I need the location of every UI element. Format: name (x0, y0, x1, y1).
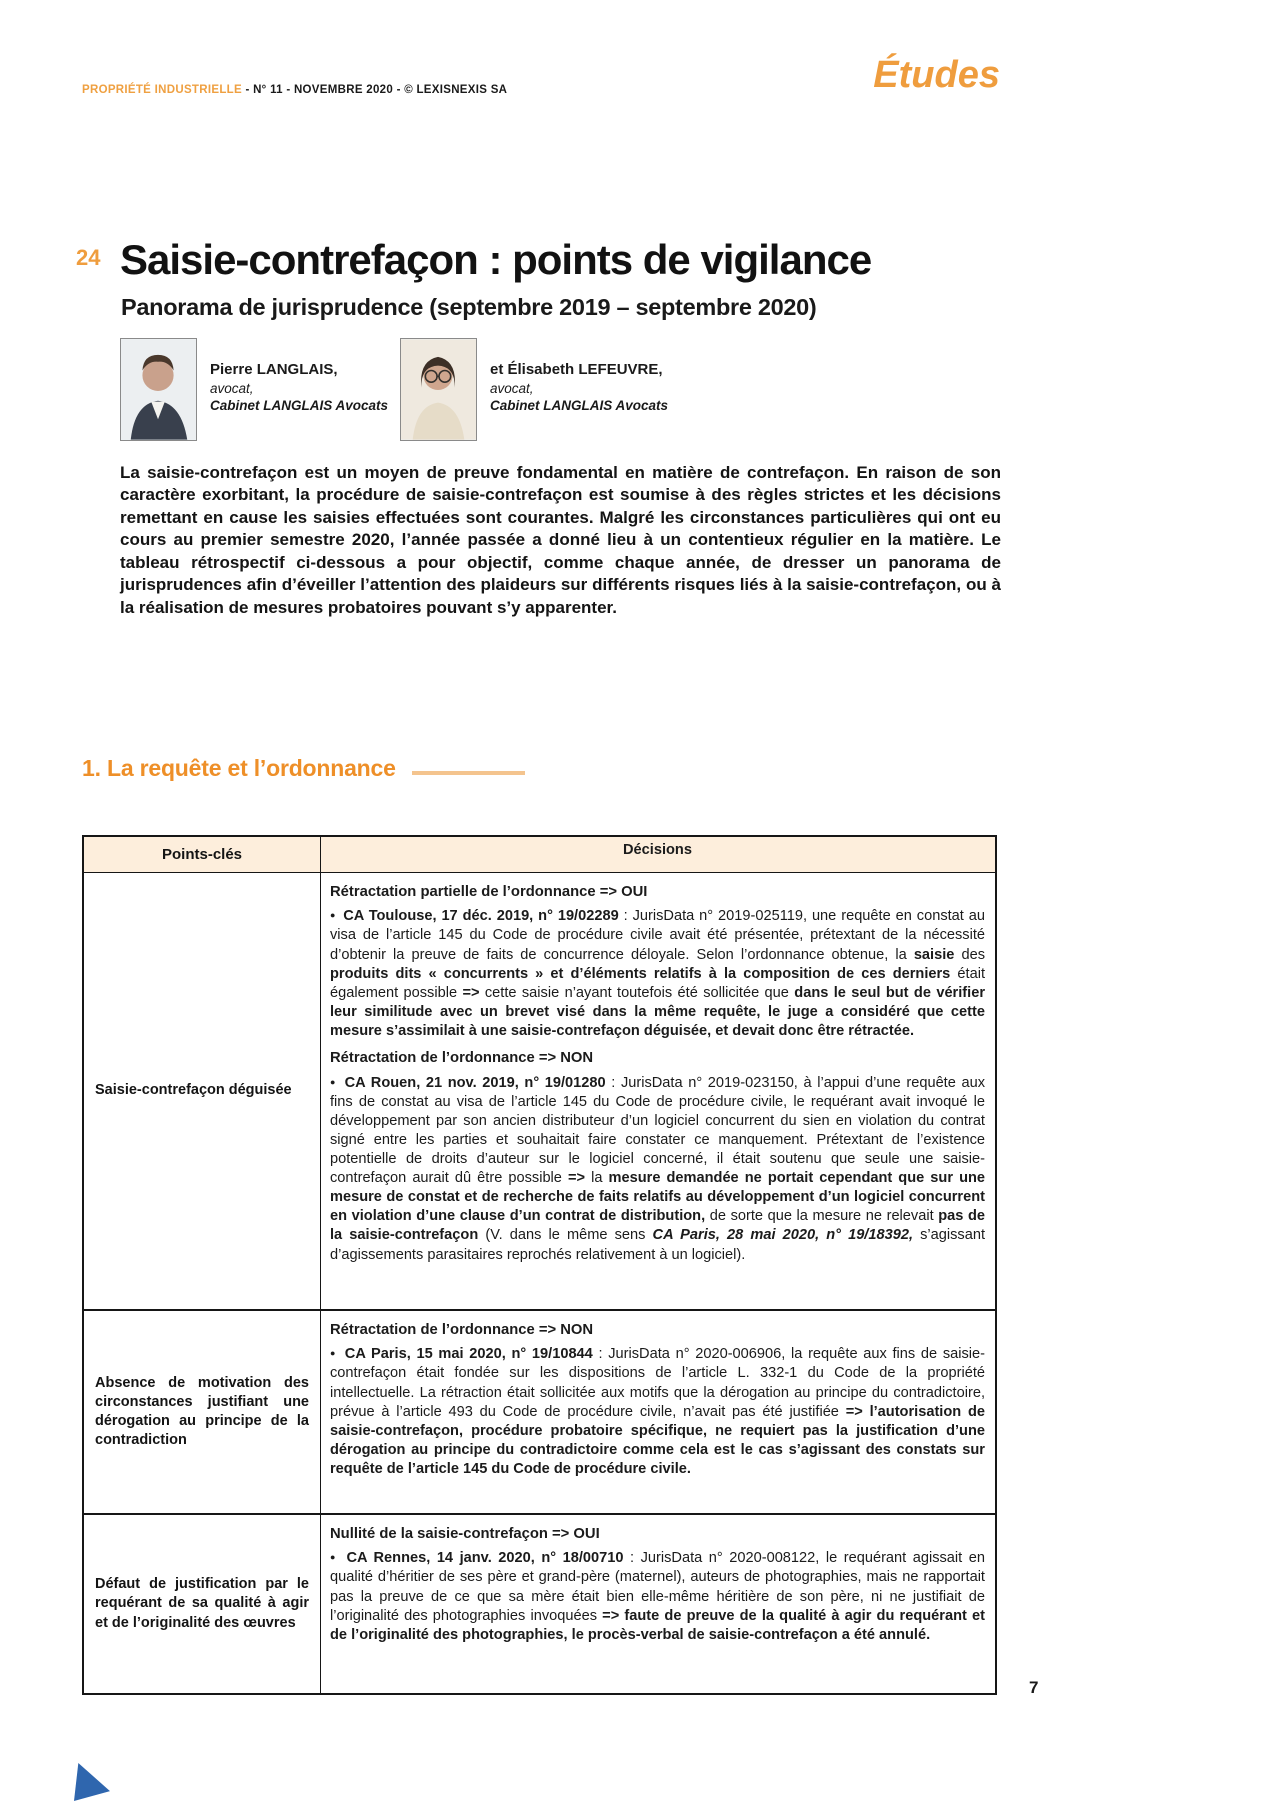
column-header-decisions: Décisions (623, 842, 692, 859)
person-icon (121, 339, 196, 440)
key-cell (84, 873, 321, 1309)
text-segment: Rétractation de l’ordonnance => NON (330, 1322, 594, 1338)
table-row (84, 1311, 995, 1515)
article-title: Saisie-contrefaçon : points de vigilance (120, 236, 872, 283)
text-segment: => (567, 1170, 586, 1187)
author-name: et Élisabeth LEFEUVRE, (490, 361, 663, 378)
text-segment: saisie (913, 946, 955, 963)
decision-item (330, 907, 985, 1041)
text-segment (863, 1404, 870, 1420)
text-segment: CA Paris, 28 mai 2020, n° 19/18392, (652, 1227, 913, 1244)
column-header-points-cles: Points-clés (84, 837, 321, 872)
text-segment: CA Rouen, 21 nov. 2019, n° 19/01280 (344, 1074, 606, 1091)
bullet-icon: ● (330, 1076, 338, 1087)
bullet-icon: ● (330, 910, 337, 921)
decision-heading (330, 1049, 985, 1068)
decision-item (330, 1074, 985, 1265)
author-role: avocat, (210, 380, 254, 396)
article-subtitle: Panorama de jurisprudence (septembre 2019 – septembre 2020) (121, 294, 817, 320)
text-segment: CA Paris, 15 mai 2020, n° 19/10844 (344, 1346, 593, 1363)
text-segment: Nullité de la saisie-contrefaçon => OUI (330, 1526, 600, 1542)
text-segment: produits dits « concurrents » et d’éléments relatifs à la composition de ces derniers (330, 965, 951, 982)
text-segment: cette saisie n’ayant toutefois été sollicitée que (479, 984, 795, 1001)
section-label-etudes: Études (873, 54, 1000, 96)
text-segment: dans le seul but de vérifier leur similitude avec un brevet visé dans la même requête, le juge a considéré que cette mesure s’assimilait à une saisie-contrefaçon déguisée, et devait donc être rétractée. (330, 984, 986, 1040)
text-segment: la (585, 1170, 609, 1187)
text-segment: Rétractation partielle de l’ordonnance => OUI (330, 884, 648, 900)
jurisprudence-table (82, 835, 997, 1695)
text-segment: : JurisData n° 2020-008122, le requérant agissait en qualité d’héritier de ses père et grand-père (maternel), auteurs de photographies, mais ne rapportait pas la preuve de ce que sa mère était bien elle-même héritière de son père, ni ne justifiait de l’originalité des photographies invoquées (330, 1550, 985, 1624)
author-text (490, 338, 668, 415)
decision-heading (330, 1525, 985, 1544)
page-corner-mark (74, 1763, 110, 1801)
text-segment: CA Rennes, 14 janv. 2020, n° 18/00710 (346, 1550, 624, 1567)
decisions-cell (321, 1311, 995, 1513)
bullet-icon: ● (330, 1552, 338, 1563)
table-header-row (84, 837, 995, 873)
key-label: Absence de motivation des circonstances justifiant une dérogation au principe de la contradiction (95, 1374, 309, 1449)
author-pierre-langlais (120, 338, 388, 441)
bullet-icon: ● (330, 1348, 338, 1359)
text-segment: était également possible (330, 965, 985, 1001)
page-number: 7 (1029, 1678, 1039, 1697)
key-label: Défaut de justification par le requérant de sa qualité à agir et de l’originalité des œuvres (95, 1576, 309, 1631)
decision-item (330, 1345, 985, 1479)
person-icon (401, 339, 476, 440)
text-segment: mesure demandée ne portait cependant que sur une mesure de constat et de recherche de faits relatifs au développement d’un logiciel concurrent en violation d’une clause d’un contrat de distribution, (330, 1170, 986, 1225)
key-label: Saisie-contrefaçon déguisée (95, 1082, 292, 1099)
text-segment: Rétractation de l’ordonnance => NON (330, 1050, 594, 1067)
key-cell (84, 1515, 321, 1693)
issue-info: - N° 11 - NOVEMBRE 2020 - © LEXISNEXIS SA (241, 84, 508, 96)
section-title: 1. La requête et l’ordonnance (82, 755, 396, 781)
text-segment: CA Toulouse, 17 déc. 2019, n° 19/02289 (343, 908, 619, 925)
text-segment: : JurisData n° 2019-025119, une requête en constat au visa de l’article 145 du Code de procédure civile avait été présentée, prétextant de la nécessité d’obtenir la preuve de faits de concurrence déloyale. Selon l’ordonnance obtenue, la (330, 908, 985, 963)
article-abstract: La saisie-contrefaçon est un moyen de preuve fondamental en matière de contrefaçon. En raison de son caractère exorbitant, la procédure de saisie-contrefaçon est soumise à des règles strictes et les décisions remettant en cause les saisies effectuées sont courantes. Malgré les circonstances particulières qui ont eu cours au premier semestre 2020, l’année passée a donné lieu à un contentieux régulier en la matière. Le tableau rétrospectif ci-dessous a pour objectif, comme chaque année, de dresser un panorama de jurisprudences afin d’éveiller l’attention des plaideurs sur différents risques liés à la saisie-contrefaçon, ou à la réalisation de mesures probatoires pouvant s’y apparenter. (120, 463, 1001, 617)
author-firm: Cabinet LANGLAIS Avocats (490, 398, 669, 414)
key-cell (84, 1311, 321, 1513)
text-segment: de sorte que la mesure ne relevait (705, 1208, 939, 1225)
authors-block (120, 338, 1000, 444)
text-segment: s’agissant d’agissements parasitaires reprochés relativement à un logiciel). (330, 1227, 985, 1263)
decisions-cell (321, 1515, 995, 1693)
text-segment: : JurisData n° 2019-023150, à l’appui d’une requête aux fins de constat au visa de l’article 145 du Code de procédure civile, le requérant avait invoqué le développement par son ancien distributeur d’un logiciel concurrent du sien en violation du contrat signé entre les parties et souhaitait faire constater ce manquement. Prétextant de l’existence potentielle de droits d’auteur sur le logiciel concerné, il était soutenu que seule une saisie-contrefaçon aurait dû être possible (330, 1074, 986, 1187)
author-text (210, 338, 388, 415)
text-segment: l’autorisation de saisie-contrefaçon, procédure probatoire spécifique, ne requiert pas la justification d’une dérogation au principe du contradictoire comme cela est le cas s’agissant des constats sur requête de l’article 145 du Code de procédure civile. (330, 1403, 985, 1478)
decision-heading (330, 1321, 985, 1340)
section-heading (82, 755, 525, 782)
masthead-issue-line (82, 84, 507, 96)
author-elisabeth-lefeuvre (400, 338, 668, 441)
article-number: 24 (76, 245, 101, 270)
author-photo (400, 338, 477, 441)
author-role: avocat, (490, 380, 534, 396)
section-rule (412, 771, 525, 775)
text-segment: => (602, 1607, 620, 1624)
text-segment: => (462, 984, 480, 1001)
author-photo (120, 338, 197, 441)
text-segment: : JurisData n° 2020-006906, la requête aux fins de saisie-contrefaçon était fondée sur les dispositions de l’article L. 332-1 du Code de la propriété intellectuelle. La rétraction était sollicitée aux motifs que la dérogation au principe du contradictoire, prévue à l’article 493 du Code de procédure civile, n’avait pas été justifiée (330, 1346, 985, 1420)
decisions-cell (321, 873, 995, 1309)
table-row (84, 873, 995, 1311)
table-row (84, 1515, 995, 1693)
journal-brand: PROPRIÉTÉ INDUSTRIELLE (82, 84, 242, 96)
decision-heading (330, 883, 985, 902)
text-segment: des (954, 946, 985, 963)
text-segment: => (845, 1403, 863, 1420)
author-name: Pierre LANGLAIS, (210, 361, 338, 378)
text-segment: pas de la saisie-contrefaçon (330, 1208, 986, 1244)
text-segment: (V. dans le même sens (478, 1227, 653, 1244)
decision-item (330, 1549, 985, 1645)
author-firm: Cabinet LANGLAIS Avocats (210, 398, 389, 414)
text-segment: faute de preuve de la qualité à agir du requérant et de l’originalité des photographies, le procès-verbal de saisie-contrefaçon a été annulé. (330, 1607, 986, 1643)
